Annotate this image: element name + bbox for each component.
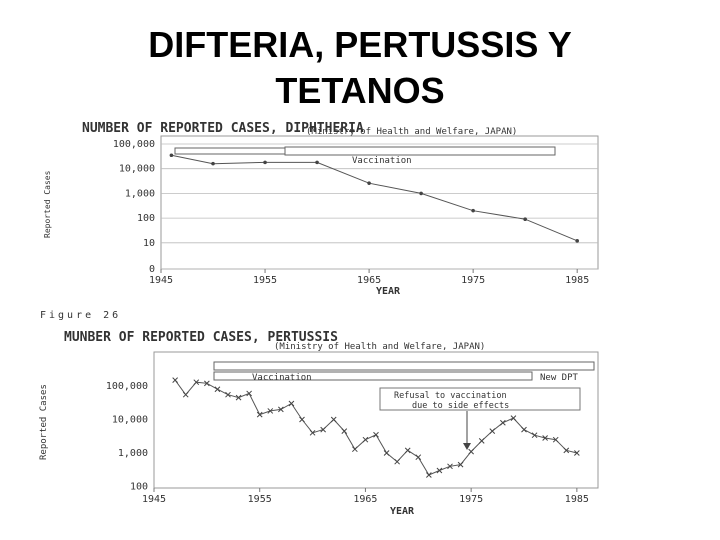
chart1-x-tick-label: 1975 (461, 275, 486, 286)
chart1-x-tick-label: 1945 (148, 275, 174, 286)
chart2-data-point (490, 429, 495, 434)
chart2-data-point (479, 438, 484, 443)
chart2-title: MUNBER OF REPORTED CASES, PERTUSSIS (64, 330, 338, 345)
chart1-x-tick-label: 1955 (253, 275, 278, 286)
chart2-data-point (215, 387, 220, 392)
chart2-data-point (405, 448, 410, 453)
chart1-data-point (471, 209, 475, 213)
chart2-data-point (416, 455, 421, 460)
chart1-data-point (170, 153, 174, 157)
chart2-data-point-mark (426, 473, 431, 478)
chart2-data-point-mark (247, 391, 252, 396)
chart2-refusal-arrowhead (463, 443, 471, 450)
chart2-data-point (300, 417, 305, 422)
chart2-data-point (437, 468, 442, 473)
chart2-data-point-mark (342, 429, 347, 434)
chart2-axes (106, 352, 598, 505)
chart1-x-tick-label: 1965 (357, 275, 382, 286)
chart2-data-point-mark (215, 387, 220, 392)
chart2-data-point (500, 420, 505, 425)
chart2-ylabel: Reported Cases (39, 384, 49, 460)
chart2-data-point-mark (511, 416, 516, 421)
chart1-y-tick-label: 1,000 (124, 188, 155, 200)
chart2-y-tick-label: 10,000 (111, 414, 148, 426)
chart2-data-point (183, 392, 188, 397)
chart2-y-tick-label: 100,000 (105, 381, 148, 392)
chart1-ylabel: Reported Cases (43, 170, 52, 238)
chart1-data-point (367, 181, 371, 185)
chart1-y-tick-label: 10,000 (118, 163, 155, 175)
chart2-vaccination-label: Vaccination (252, 373, 312, 383)
chart1-series (170, 153, 579, 242)
chart1-data-point (419, 192, 423, 196)
chart2-data-point-mark (490, 429, 495, 434)
chart2-data-point-mark (395, 459, 400, 464)
chart2-data-point (310, 430, 315, 435)
chart2-data-point (363, 437, 368, 442)
chart2-vaccination-box (214, 362, 594, 370)
chart2-refusal-label-line1: Refusal to vaccination (394, 391, 507, 401)
chart2-data-point-mark (300, 417, 305, 422)
chart1-y-tick-label: 100,000 (112, 139, 155, 150)
chart2-data-point-mark (289, 401, 294, 406)
chart2-newdpt-label: New DPT (540, 373, 578, 383)
chart2-data-point-mark (183, 392, 188, 397)
chart1-y-tick-label: 10 (142, 237, 155, 249)
chart2-data-point (395, 459, 400, 464)
chart1-data-point (523, 217, 527, 221)
title-line-2: TETANOS (275, 70, 445, 111)
chart2-data-point (426, 473, 431, 478)
chart2-data-point (511, 416, 516, 421)
chart2-data-point-mark (500, 420, 505, 425)
chart2-y-tick-label: 100 (129, 481, 148, 493)
chart2-data-point (321, 427, 326, 432)
chart2-data-point-mark (352, 447, 357, 452)
chart1-data-point (211, 162, 215, 166)
chart2-data-point (469, 449, 474, 454)
chart1-vaccination-box-short (175, 148, 285, 154)
chart1-data-point (575, 239, 579, 243)
chart2-data-point (374, 432, 379, 437)
chart2-data-point-mark (384, 451, 389, 456)
chart2-x-tick-label: 1985 (564, 494, 589, 505)
diphtheria-chart (43, 121, 598, 297)
chart2-data-point-mark (479, 438, 484, 443)
chart2-data-point-mark (173, 378, 178, 383)
chart2-data-point-mark (310, 430, 315, 435)
chart2-x-tick-label: 1955 (247, 494, 272, 505)
chart1-x-tick-label: 1985 (565, 275, 590, 286)
chart2-data-point (522, 427, 527, 432)
chart1-y-tick-label: 0 (148, 264, 155, 275)
chart2-series-line (175, 380, 577, 475)
chart1-data-point (263, 161, 267, 165)
chart1-series-line (171, 155, 577, 241)
chart2-subtitle: (Ministry of Health and Welfare, JAPAN) (274, 342, 486, 352)
chart2-data-point-mark (469, 449, 474, 454)
chart2-data-point-mark (374, 432, 379, 437)
chart2-refusal-label-line2: due to side effects (412, 401, 510, 411)
chart2-data-point-mark (522, 427, 527, 432)
chart2-x-tick-label: 1965 (353, 494, 378, 505)
chart2-data-point (247, 391, 252, 396)
chart2-data-point (342, 429, 347, 434)
chart1-xlabel: YEAR (376, 286, 401, 297)
pertussis-chart (39, 330, 598, 517)
chart1-vaccination-box (285, 147, 555, 155)
chart2-data-point-mark (363, 437, 368, 442)
chart2-data-point-mark (416, 455, 421, 460)
chart1-subtitle: (Ministry of Health and Welfare, JAPAN) (306, 127, 518, 137)
chart2-data-point (384, 451, 389, 456)
chart1-vaccination-label: Vaccination (352, 156, 412, 166)
chart2-data-point (352, 447, 357, 452)
chart2-y-tick-label: 1,000 (117, 448, 148, 459)
chart2-x-tick-label: 1945 (141, 494, 167, 505)
chart2-data-point-mark (437, 468, 442, 473)
chart2-data-point (331, 417, 336, 422)
title-line-1: DIFTERIA, PERTUSSIS Y (148, 24, 572, 65)
chart2-xlabel: YEAR (390, 506, 415, 517)
chart2-data-point-mark (321, 427, 326, 432)
chart2-data-point (257, 412, 262, 417)
chart2-data-point-mark (257, 412, 262, 417)
chart1-y-tick-label: 100 (136, 213, 155, 225)
chart2-series (173, 378, 580, 478)
chart2-annotations (214, 362, 594, 450)
chart2-data-point-mark (405, 448, 410, 453)
chart2-data-point-mark (331, 417, 336, 422)
chart1-data-point (315, 161, 319, 165)
chart1-title: NUMBER OF REPORTED CASES, DIPHTHERIA (82, 121, 364, 136)
chart2-data-point (289, 401, 294, 406)
figure-caption: Figure 26 (40, 310, 122, 321)
chart2-x-tick-label: 1975 (459, 494, 484, 505)
chart2-data-point (173, 378, 178, 383)
